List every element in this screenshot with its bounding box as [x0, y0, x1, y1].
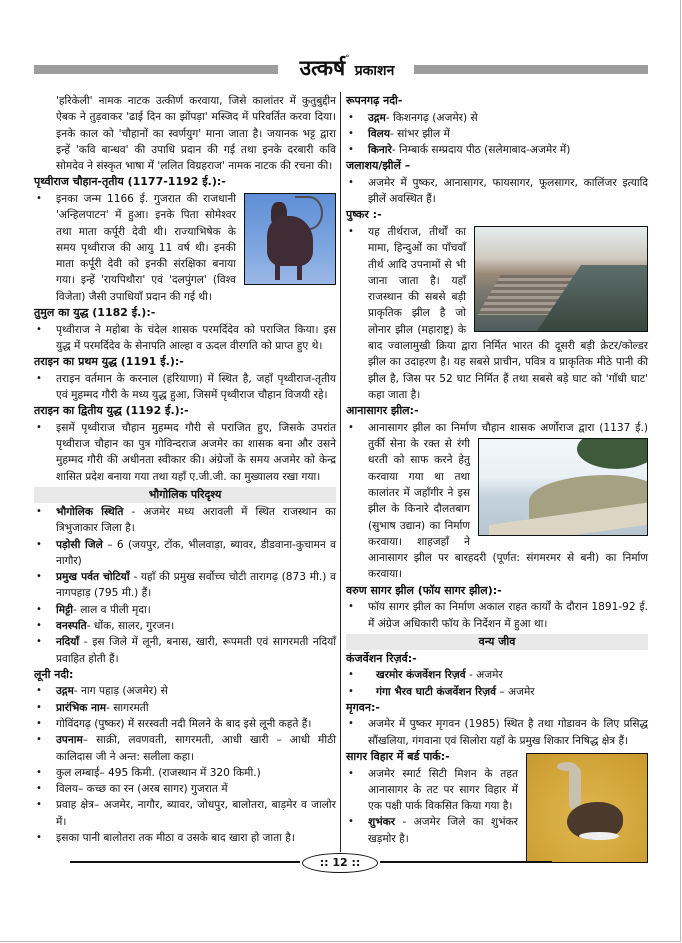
footer-rule-left: [70, 861, 300, 863]
section-heading-conservation: कंजर्वेशन रिज़र्व:-: [346, 651, 417, 665]
list-item: [34, 420, 336, 485]
list-item: [34, 634, 336, 667]
section-heading-varun-sagar: वरुण सागर झील (फॉय सागर झील):-: [346, 583, 502, 597]
item-label: उपनाम: [56, 734, 83, 747]
list-item: [34, 781, 336, 797]
item-label: पड़ोसी जिले: [56, 538, 103, 551]
section-heading-tarain-1: तराइन का प्रथम युद्ध (1191 ई.):-: [34, 355, 184, 369]
item-label: उद्गम: [56, 685, 74, 698]
list-item: [346, 126, 648, 142]
prithviraj-text: इनका जन्म 1166 ई. गुजरात की राजधानी 'अन्हिलपाटन' में हुआ। इनके पिता सोमेश्वर तथा माता कर्पूरी देवी थी। राज्याभिषेक के समय पृथ्वीराज की आयु 11 वर्ष थी। इनकी माता कर्पूरी देवी को इनकी संरक्षिका बनाया गया। इन्हें 'रायपिथौरा' एवं 'दलपुंगल' (विश्व विजेता) जैसी उपाधियाँ प्रदान की गई थी।: [56, 192, 236, 303]
item-text: - किशनगढ़ (अजमेर) से: [385, 111, 478, 124]
item-text: - लाल व पीली मृदा।: [73, 603, 151, 616]
page-header: [34, 54, 648, 84]
item-text: अजमेर स्मार्ट सिटी मिशन के तहत आनासागर के तट पर सागर विहार में एक पक्षी पार्क विकसित किया गया है।: [368, 767, 518, 813]
item-label: प्रारंभिक नाम: [56, 701, 107, 714]
page-footer: [70, 856, 622, 876]
item-text: विलय– कच्छ का रन (अरब सागर) गुजरात में: [56, 783, 228, 796]
list-item: [34, 569, 336, 602]
item-text: – अजमेर: [495, 685, 535, 698]
item-text: इसका पानी बालोतरा तक मीठा व उसके बाद खारा हो जाता है।: [56, 832, 295, 845]
anasagar-lake-image: [478, 438, 648, 536]
list-item: [346, 716, 648, 749]
list-item: [346, 224, 648, 403]
item-label: मिट्टी: [56, 603, 74, 616]
list-item: [346, 175, 648, 208]
item-label: किनारे: [368, 144, 392, 157]
brand-mark: °: [345, 54, 350, 64]
section-heading-pushkar: पुष्कर :-: [346, 208, 382, 222]
list-item: [34, 602, 336, 618]
item-label: भौगोलिक स्थिति: [56, 505, 124, 518]
item-text: - अजमेर जिले का शुभंकर खड़मोर है।: [368, 816, 518, 845]
item-label: प्रमुख पर्वत चोटियाँ: [56, 571, 130, 584]
tarain2-text: इसमें पृथ्वीराज चौहान मुहम्मद गौरी से पराजित हुए, जिसके उपरांत पृथ्वीराज चौहान का पुत्र गोविन्दराज अजमेर का शासक बना और उसने मुहम्मद गौरी की अधीनता स्वीकार की। अंग्रेजों के समय अजमेर को केन्द्र शासित प्रदेश बनाया गया तथा यहाँ ए.जी.जी. का मुख्यालय रखा गया।: [56, 421, 336, 483]
anasagar-text-rest: तुर्की सेना के रक्त से रंगी धरती को साफ करने हेतु करवाया गया था तथा कालांतर में जहाँगीर ने इस झील के किनारे दौलतबाग (सुभाष उद्यान) का निर्माण करवाया। शाहजहाँ ने आनासागर झील पर बारहदरी (पूर्णत: संगमरमर से बनी) का निर्माण करवाया।: [368, 438, 648, 581]
item-text: – 6 (जयपुर, टोंक, भीलवाड़ा, ब्यावर, डीडवाना-कुचामन व नागौर): [56, 538, 336, 567]
item-text: - यहाँ की प्रमुख सर्वोच्च चोटी तारागढ़ (873 मी.) व नागपहाड़ (795 मी.) हैं।: [56, 571, 336, 600]
lakes-text: अजमेर में पुष्कर, आनासागर, फायसागर, फूलसागर, कालिंजर इत्यादि झीलें अवस्थित हैं।: [368, 176, 648, 206]
geography-list: [34, 504, 336, 667]
pushkar-lake-image: [474, 226, 648, 332]
header-rule-right: [414, 65, 648, 74]
item-text: - निम्बार्क सम्प्रदाय पीठ (सलेमाबाद-अजमेर में): [391, 144, 571, 157]
section-heading-luni: लूनी नदी:: [34, 667, 74, 681]
prithviraj-statue-image: [244, 193, 336, 285]
brand-sub: प्रकाशन: [354, 63, 395, 79]
intro-paragraph: 'हरिकेली' नामक नाटक उत्कीर्ण करवाया, जिसे कालांतर में कुतुबुद्दीन ऐबक ने तुड़वाकर 'ढाई दिन का झोंपड़ा' मस्जिद में परिवर्तित करवा दिया। इनके काल को 'चौहानों का स्वर्णयुग' माना जाता है। जयानक भट्ट द्वारा इन्हें 'कवि बान्धव' की उपाधि प्रदान की गई तथा इनके दरबारी कवि सोमदेव ने संस्कृत भाषा में 'ललित विग्रहराज' नामक नाटक की रचना की।: [56, 95, 336, 173]
footer-rule-right: [380, 861, 552, 863]
list-item: [346, 766, 648, 815]
item-label: गंगा भैरव घाटी कंजर्वेशन रिज़र्व: [376, 685, 496, 698]
item-text: कुल लम्बाई– 495 किमी. (राजस्थान में 320 किमी.): [56, 766, 261, 779]
section-band-wildlife: वन्य जीव: [346, 634, 648, 650]
item-label: वनस्पति: [56, 620, 87, 633]
item-label: नदियाँ: [56, 636, 80, 649]
item-text: - सागरमती: [106, 701, 149, 714]
section-heading-tarain-2: तराइन का द्वितीय युद्ध (1192 ई.):-: [34, 404, 189, 418]
section-heading-mrigvan: मृगवन:-: [346, 700, 380, 714]
item-text: - धोंक, सालर, गुरजन।: [86, 620, 175, 633]
list-item: [346, 599, 648, 632]
mrigvan-text: अजमेर में पुष्कर मृगवन (1985) स्थित है तथा गोडावन के लिए प्रसिद्ध सौंखलिया, गंगवाना एवं सिलोरा यहाँ के प्रमुख शिकार निषिद्ध क्षेत्र हैं।: [368, 718, 648, 747]
item-text: – साक्री, लवणवती, सागरमती, आधी खारी – आधी मीठी कालिदास जी ने अन्त: सलीला कहा।: [56, 734, 336, 763]
list-item: [34, 716, 336, 732]
list-item: [34, 191, 336, 305]
list-item: [34, 504, 336, 537]
item-text: - सांभर झील में: [389, 127, 450, 140]
luni-list: [34, 683, 336, 846]
list-item: [346, 667, 648, 683]
list-item: [34, 797, 336, 830]
conservation-list: [346, 667, 648, 700]
list-item: [34, 700, 336, 716]
section-heading-prithviraj: पृथ्वीराज चौहान-तृतीय (1177-1192 ई.):-: [34, 175, 226, 189]
list-item: [346, 814, 648, 847]
list-item: [34, 371, 336, 404]
list-item: [34, 537, 336, 570]
header-rule-left: [34, 65, 278, 74]
right-column: [346, 93, 648, 865]
anasagar-text-first: आनासागर झील का निर्माण चौहान शासक अर्णोराज द्वारा (1137 ई.): [368, 421, 648, 434]
item-text: - नाग पहाड़ (अजमेर) से: [73, 685, 168, 698]
list-item: [34, 683, 336, 699]
item-text: - अजमेर: [465, 669, 503, 682]
publisher-logo: [284, 54, 410, 82]
section-heading-bird-park: सागर विहार में बर्ड पार्क:-: [346, 750, 450, 763]
varun-text: फॉय सागर झील का निर्माण अकाल राहत कार्यों के दौरान 1891-92 ई. में अंग्रेज अधिकारी फॉय के निर्देशन में हुआ था।: [368, 601, 648, 630]
page-number: :: 12 ::: [302, 853, 378, 873]
list-item: [34, 765, 336, 781]
section-heading-anasagar: आनासागर झील:-: [346, 404, 419, 418]
item-text: - अजमेर मध्य अरावली में स्थित राजस्थान का त्रिभुजाकार जिला है।: [56, 505, 336, 535]
column-divider: [340, 92, 341, 852]
rupangarh-list: [346, 110, 648, 159]
list-item: [34, 732, 336, 765]
section-band-geography: भौगोलिक परिदृश्य: [34, 487, 336, 503]
item-text: गोविंदगढ़ (पुष्कर) में सरस्वती नदी मिलने के बाद इसे लूनी कहते हैं।: [56, 718, 312, 730]
item-text: प्रवाह क्षेत्र– अजमेर, नागौर, ब्यावर, जोधपुर, बालोतरा, बाड़मेर व जालोर में।: [56, 799, 336, 828]
list-item: [34, 830, 336, 846]
list-item: [346, 420, 648, 583]
prithviraj-list: [34, 191, 336, 305]
item-label: शुभंकर: [368, 816, 396, 829]
left-column: [34, 93, 336, 846]
bird-park-list: [346, 766, 648, 847]
tumul-text: पृथ्वीराज ने महोबा के चंदेल शासक परमर्दिदेव को पराजित किया। इस युद्ध में परमर्दिदेव के सेनापति आल्हा व ऊदल वीरगति को प्राप्त हुए थे।: [56, 323, 336, 352]
list-item: [346, 142, 648, 158]
list-item: [346, 684, 648, 700]
section-heading-lakes: जलाशय/झीलें –: [346, 159, 411, 173]
list-item: [34, 322, 336, 355]
item-label: खरमोर कंजर्वेशन रिज़र्व: [376, 669, 466, 682]
section-heading-rupangarh: रूपनगढ़ नदी-: [346, 94, 403, 107]
section-heading-tumul: तुमुल का युद्ध (1182 ई.):-: [34, 306, 156, 320]
list-item: [346, 110, 648, 126]
item-label: उद्गम: [368, 111, 386, 124]
tarain1-text: तराइन वर्तमान के करनाल (हरियाणा) में स्थित है, जहाँ पृथ्वीराज-तृतीय एवं मुहम्मद गौरी के मध्य युद्ध हुआ, जिसमें पृथ्वीराज चौहान विजयी रहे।: [56, 372, 336, 401]
brand-main: उत्कर्ष: [299, 55, 346, 80]
item-text: - इस जिले में लूनी, बनास, खारी, रूपमती एवं सागरमती नदियाँ प्रवाहित होती हैं।: [56, 636, 336, 665]
list-item: [34, 618, 336, 634]
item-label: विलय: [368, 127, 390, 140]
pushkar-text: यह तीर्थराज, तीर्थों का मामा, हिन्दुओं का पाँचवाँ तीर्थ आदि उपनामों से भी जाना जाता है। यहाँ राजस्थान की सबसे बड़ी प्राकृतिक झील है जो लोनार झील (महाराष्ट्र) के बाद ज्वालामुखी क्रिया द्वारा निर्मित भारत की दूसरी बड़ी क्रेटर/कोल्डर झील का उदाहरण है। यह सबसे प्राचीन, पवित्र व प्राकृतिक मीठे पानी की झील है, जिस पर 52 घाट निर्मित हैं तथा सबसे बड़े घाट को 'गाँधी घाट' कहा जाता है।: [368, 225, 648, 401]
